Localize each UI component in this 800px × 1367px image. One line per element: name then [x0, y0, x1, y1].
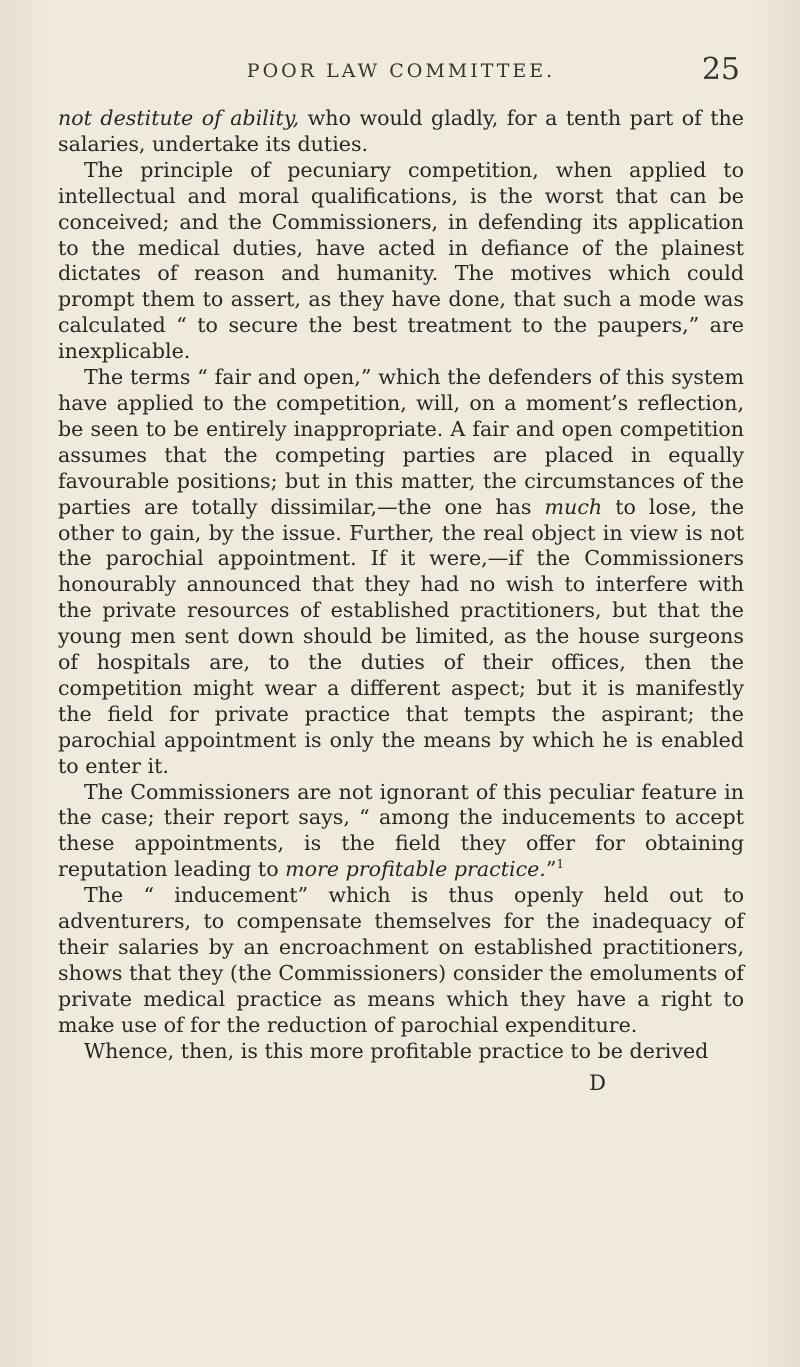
paragraph-text: to lose, the other to gain, by the issue. Further, the real object in view is not the parochial appointment. If it were,—if the Commissioners honourably announced that they had no wish to interfere with the private resources of established practitioners, but that the young men sent down should be limited, as the house surgeons of hospitals are, to the duties of their offices, then the competition might wear a different aspect; but it is manifestly the field for private practice that tempts the aspirant; the parochial appointment is only the means by which he is enabled to enter it. [58, 494, 745, 778]
paragraph-text: Whence, then, is this more profitable practice to be derived [84, 1038, 709, 1063]
running-head: POOR LAW COMMITTEE. [246, 60, 556, 82]
paragraph-text: who would gladly, for a tenth part of the salaries, undertake its duties. [58, 106, 744, 156]
paragraph-5 [58, 883, 744, 1038]
italic-phrase: more profitable practice. [285, 857, 546, 882]
paragraph-6 [58, 1039, 744, 1065]
body-text [58, 106, 744, 1065]
page-header [58, 44, 744, 106]
italic-phrase: not destitute of ability, [58, 106, 300, 130]
paragraph-text: ” [545, 857, 557, 882]
paragraph-3 [58, 365, 744, 780]
page-number: 25 [701, 52, 740, 87]
signature-mark: D [589, 1070, 606, 1095]
paragraph-4 [58, 780, 744, 884]
italic-word: much [544, 494, 603, 519]
footnote-reference: 1 [556, 857, 565, 872]
paragraph-2 [58, 158, 744, 365]
paragraph-text: The terms “ fair and open,” which the defenders of this system have applied to the competition, will, on a moment’s reflection, be seen to be entirely inappropriate. A fair and open competition assumes that the competing parties are placed in equally favourable positions; but in this matter, the circumstances of the parties are totally dissimilar,—the one has [58, 365, 744, 519]
paragraph-text: The Commissioners are not ignorant of this peculiar feature in the case; their report says, “ among the inducements to accept these appointments, is the field they offer for obtaining reputation leading to [58, 779, 744, 882]
paragraph-text: The principle of pecuniary competition, when applied to intellectual and moral qualifications, is the worst that can be conceived; and the Commissioners, in defending its application to the medical duties, have acted in defiance of the plainest dictates of reason and humanity. The motives which could prompt them to assert, as they have done, that such a mode was calculated “ to secure the best treatment to the paupers,” are inexplicable. [58, 157, 744, 364]
paragraph-text: The “ inducement” which is thus openly held out to adventurers, to compensate themselves for the inadequacy of their salaries by an encroachment on established practitioners, shows that they (the Commissioners) consider the emoluments of private medical practice as means which they have a right to make use of for the reduction of parochial expenditure. [58, 883, 744, 1037]
paragraph-1 [58, 106, 744, 158]
